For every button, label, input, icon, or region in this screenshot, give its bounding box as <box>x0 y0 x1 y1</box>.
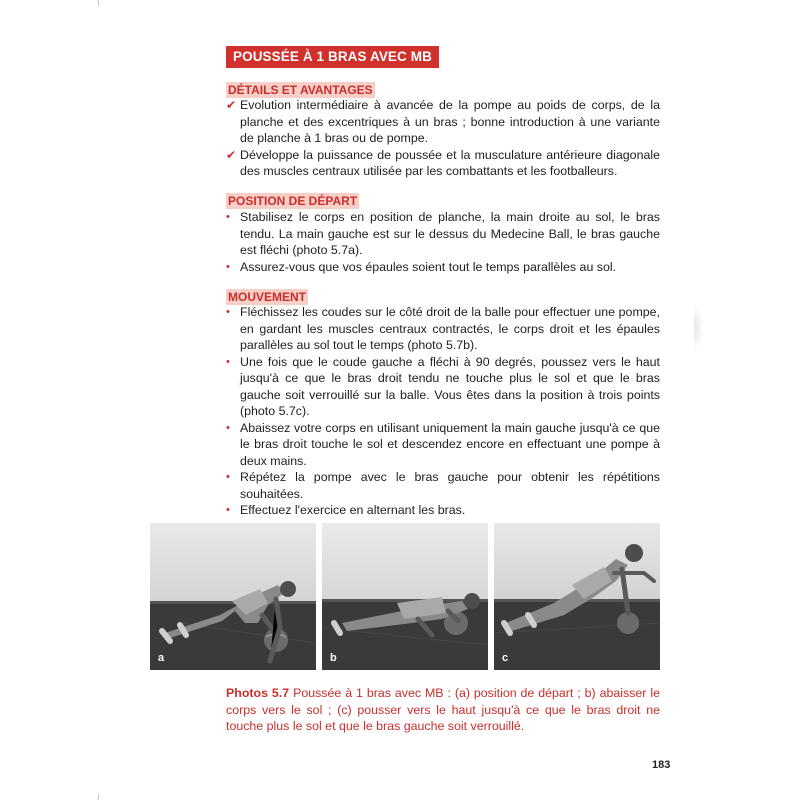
checkmark-icon: ✔ <box>226 147 237 162</box>
list-item <box>226 147 660 180</box>
list-item <box>226 502 660 519</box>
photo-b <box>322 523 488 670</box>
list-item-text: Fléchissez les coudes sur le côté droit de la balle pour effectuer une pompe, en gardant les muscles centraux contractés, le corps droit et les épaules parallèles au sol tout le temps (photo 5.7b). <box>240 305 660 352</box>
scan-mark <box>98 794 99 800</box>
checkmark-icon: ✔ <box>226 98 237 112</box>
list-item-text: Evolution intermédiaire à avancée de la pompe au poids de corps, de la planche et des excentriques à un bras ; bonne introduction à une variante de planche à 1 bras ou de pompe. <box>240 98 660 145</box>
caption-label: Photos 5.7 <box>226 686 290 700</box>
list-item-text: Abaissez votre corps en utilisant uniquement la main gauche jusqu'à ce que le bras droit touche le sol et descendez encore en effectuant une pompe à deux mains. <box>240 420 660 468</box>
position-list <box>226 209 660 275</box>
list-item <box>226 304 660 354</box>
photo-label: a <box>158 652 165 664</box>
section-heading-details: DÉTAILS ET AVANTAGES <box>228 83 373 97</box>
page-number: 183 <box>652 759 671 771</box>
list-item <box>226 97 660 147</box>
photo-a-illustration <box>150 523 316 670</box>
photo-strip <box>150 523 660 670</box>
caption-text: Poussée à 1 bras avec MB : (a) position de départ ; b) abaisser le corps vers le sol ; (c) pousser vers le haut jusqu'à ce que le bras droit ne touche plus le sol et que le bras gauche soit verrouillé. <box>226 686 660 733</box>
photo-b-illustration <box>322 523 488 670</box>
photo-c-illustration <box>494 523 660 670</box>
bullet-dot-icon: • <box>226 504 230 516</box>
list-item-text: Une fois que le coude gauche a fléchi à 90 degrés, poussez vers le haut jusqu'à ce que le bras droit tendu ne touche plus le sol et que le bras gauche soit verrouillé sur la balle. Vous êtes dans la position à trois points (photo 5.7c). <box>240 354 660 418</box>
bullet-dot-icon: • <box>226 211 230 223</box>
photo-label: b <box>330 652 337 664</box>
list-item-text: Effectuez l'exercice en alternant les bras. <box>240 503 466 517</box>
list-item-text: Stabilisez le corps en position de planche, la main droite au sol, le bras tendu. La main gauche est sur le dessus du Medecine Ball, le bras gauche est fléchi (photo 5.7a). <box>240 210 660 257</box>
photo-label: c <box>502 652 509 664</box>
bullet-dot-icon: • <box>226 471 230 483</box>
exercise-title: POUSSÉE À 1 BRAS AVEC MB <box>226 46 439 68</box>
list-item-text: Développe la puissance de poussée et la musculature antérieure diagonale des muscles centraux utilisée par les combattants et les footballeurs. <box>240 147 660 178</box>
list-item-text: Répétez la pompe avec le bras gauche pour obtenir les répétitions souhaitées. <box>240 470 660 501</box>
list-item <box>226 469 660 502</box>
list-item <box>226 259 660 276</box>
scan-mark <box>98 0 99 6</box>
photo-a <box>150 523 316 670</box>
bullet-dot-icon: • <box>226 355 230 368</box>
movement-list <box>226 304 660 519</box>
list-item <box>226 420 660 470</box>
section-heading-movement: MOUVEMENT <box>228 290 306 304</box>
bullet-dot-icon: • <box>226 421 230 434</box>
list-item-text: Assurez-vous que vos épaules soient tout le temps parallèles au sol. <box>240 259 617 274</box>
bullet-dot-icon: • <box>226 260 230 273</box>
bullet-dot-icon: • <box>226 306 230 318</box>
photo-c <box>494 523 660 670</box>
page-edge-shadow <box>694 305 704 350</box>
list-item <box>226 354 660 420</box>
section-heading-position: POSITION DE DÉPART <box>228 194 358 208</box>
details-list <box>226 97 660 180</box>
photo-caption <box>226 685 660 735</box>
list-item <box>226 209 660 259</box>
